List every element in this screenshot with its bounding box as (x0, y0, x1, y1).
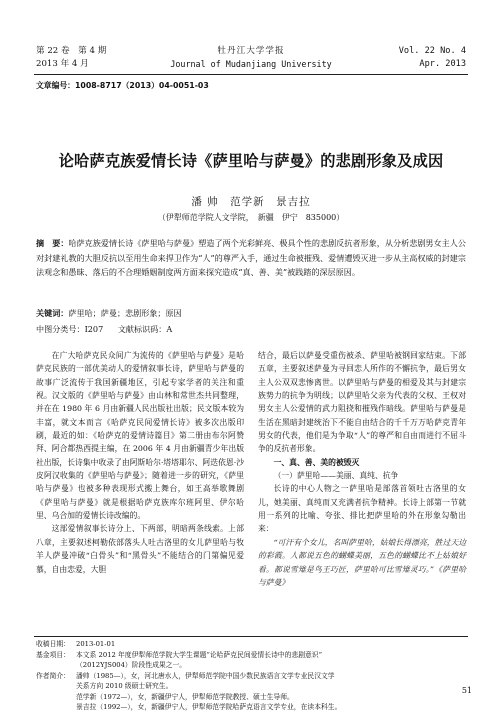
body-column-right (258, 349, 466, 589)
subsection-heading: （一）萨里哈——美丽、真纯、抗争 (273, 471, 399, 481)
footnotes (36, 639, 466, 713)
volume-issue: 第 22 卷 第 4 期 (36, 46, 107, 56)
abstract-label: 摘 要： (36, 238, 69, 248)
header-rule (34, 74, 468, 75)
page-number: 51 (461, 686, 472, 695)
clc-value: I207 (84, 324, 104, 334)
journal-name-en: Journal of Mudanjiang University (170, 59, 332, 69)
publication-date: 2013 年 4 月 (36, 59, 89, 69)
body-column-left (36, 349, 244, 576)
abstract-text: 哈萨克族爱情长诗《萨里哈与萨曼》塑造了两个光彩鲜亮、极具个性的悲剧反抗者形象，从分析悲剧男女主人公对封建礼教的大胆反抗以至用生命来捍卫作为“人”的尊严入手，通过生命被摧残、爱情遭毁灭进一步从主高权威的封建宗法观念和愚昧、落后的不合理婚姻制度两方面来探究造成“真、善、美”被践踏的深层原因。 (36, 238, 466, 278)
quotation: “可汗有个女儿，名叫萨里哈，姑娘长得漂亮，胜过天边的彩霞。人都说五色的蝴蝶美丽，五色的蝴蝶比不上姑娘好看。都说雪雉是鸟王巧匠，萨里哈可比雪雉灵巧。”《萨里哈与萨曼》 (258, 537, 466, 587)
footnote-row: 范学新（1972—），女，新疆伊宁人，伊犁师范学院教授、硕士生导师。 (76, 692, 294, 701)
publication-date-en: Apr. 2013 (419, 59, 466, 69)
section-heading: 一、真、善、美的被毁灭 (273, 457, 360, 467)
keywords-text: 萨里哈；萨曼；悲剧形象；原因 (68, 308, 182, 318)
doc-code-label: 文献标识码： (117, 324, 167, 334)
classification (36, 324, 466, 335)
body-paragraph: 结合，最后以萨曼受重伤被杀、萨里哈被钢回家结束。下部五章，主要叙述萨曼为寻回恋人所作的不懈抗争，最后男女主人公双双悲惨离世。以萨里哈与萨曼的相爱及其与封建宗族势力的抗争为明线；以萨里哈父亲为代表的父权、王权对男女主人公爱情的武力阻挠和摧残作暗线。萨里哈与萨曼是生活在黑暗封建统治下不能自由结合的千千万万哈萨克青年男女的代表，他们是为争取“人”的尊严和自由而进行不屈斗争的反抗者形象。 (258, 351, 466, 454)
article-number: 文章编号：1008-8717（2013）04-0051-03 (36, 81, 209, 90)
journal-name-cn: 牡丹江大学学报 (217, 46, 285, 56)
body-paragraph: 长诗的中心人物之一萨里哈是部落首领吐古洛里的女儿，她美丽、真纯而又充满者抗争精神。长诗上部第一节就用一系列的比喻、夸张、排比把萨里哈的外在形象勾勒出来： (258, 484, 466, 534)
author-affiliation: （伊犁师范学院人文学院， 新疆 伊宁 835000） (157, 213, 345, 222)
keywords (36, 308, 466, 319)
clc-label: 中图分类号： (36, 324, 85, 334)
footnote-row: （2012YJS004）阶段性成果之一。 (76, 661, 187, 669)
body-paragraph: 在广大哈萨克民众间广为流传的《萨里哈与萨曼》是哈萨克民族的一部优美动人的爱情叙事长诗，萨里哈与萨曼的故事广泛流传于我国新疆地区，引起专家学者的关注和重视。汉文版的《萨里哈与萨曼》由山林和常世杰共同整理，并在在 1980 年 6 月由新疆人民出版社出版；民文版本较为丰富，就文本而言《哈萨克民间爱情长诗》被多次出版印刷，最近的如：《哈萨克的爱情诗篇目》第二册由布尔阿赞拜、阿合都热西提主编，在 2006 年 4 月由新疆青少年出版社出版，长诗集中收录了由阿斯哈尔·塔塔耶尔、阿迭依恩·沙皮阿汉收集的《萨里哈与萨曼》；随着进一步的研究，《萨里哈与萨曼》也被多种表现形式搬上舞台，如王高举歌舞剧《萨里哈与萨曼》就是根据哈萨克族库尔班阿里、伊尔哈里、乌合加的爱情长诗改编的。 (36, 351, 244, 521)
footnote-row: 作者简介： 潘帅（1985—），女，河北唐水人，伊犁师范学院中国少数民族语言文学专业民汉文学 (36, 671, 335, 680)
abstract (36, 236, 466, 280)
article-title: 论哈萨克族爱情长诗《萨里哈与萨曼》的悲剧形象及成因 (58, 152, 444, 170)
footnote-row: 景吉拉（1992—），女，新疆伊宁人，伊犁师范学院哈萨克语言文学专业，在读本科生。 (76, 703, 342, 711)
keywords-label: 关键词： (36, 308, 69, 318)
volume-issue-en: Vol. 22 No. 4 (398, 46, 466, 56)
body-paragraph: 这部爱情叙事长诗分上、下两部，明暗两条线索。上部八章，主要叙述柯勒依部落头人吐古洛里的女儿萨里哈与牧羊人萨曼冲破“白骨头”和“黑骨头”不能结合的门第偏见爱慕，自由恋爱，大胆 (36, 524, 244, 574)
footnote-row: 关系方向 2010 级硕士研究生。 (76, 682, 173, 690)
footnote-rule (34, 636, 468, 637)
author-list: 潘 帅 范学新 景吉拉 (191, 196, 311, 208)
doc-code-value: A (166, 324, 173, 334)
footnote-row: 基金项目： 本文系 2012 年度伊犁师范学院大学生课题“论哈萨克民间爱情长诗中的悲剧意识” (36, 650, 323, 659)
footnote-row: 收稿日期： 2013-01-01 (36, 640, 116, 648)
